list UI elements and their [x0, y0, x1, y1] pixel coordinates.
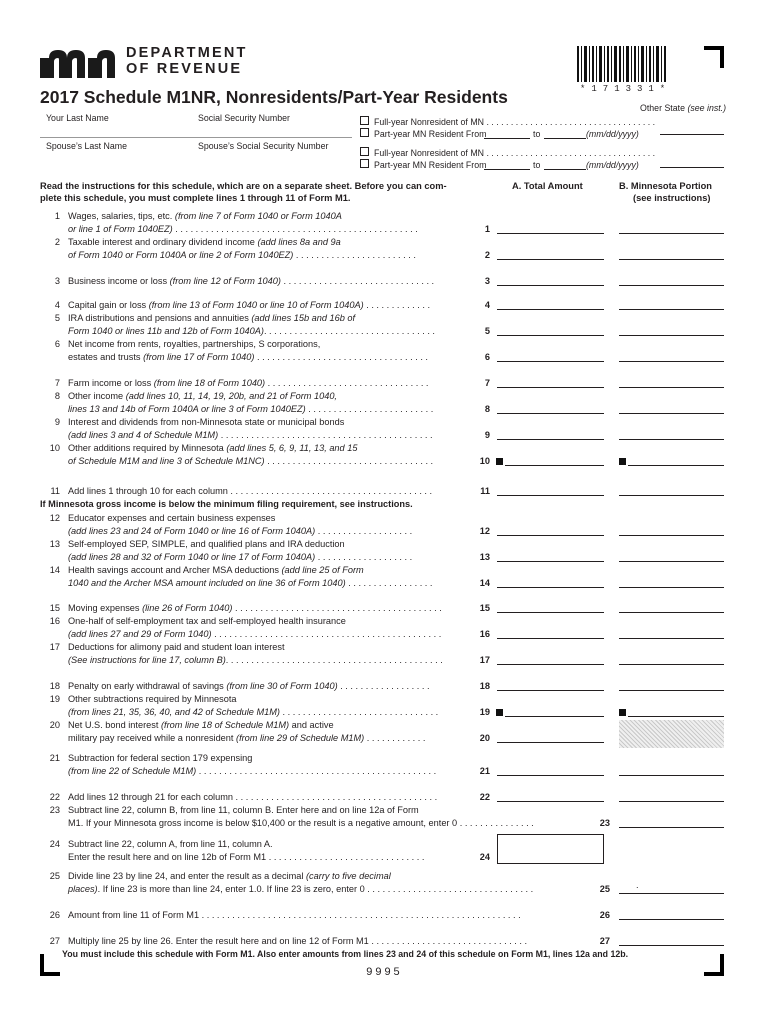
- barcode-text: *171331*: [580, 84, 672, 94]
- line-20-number: 20: [49, 720, 60, 730]
- line-24-box-label: 24: [479, 852, 490, 862]
- line-6-text: Net income from rents, royalties, partnerships, S corporations,: [68, 339, 321, 349]
- other-state-input-1[interactable]: [660, 134, 724, 135]
- line-12-column-a-input[interactable]: [497, 535, 604, 536]
- line-11-column-a-input[interactable]: [497, 495, 604, 496]
- line-20-text-2: military pay received while a nonresident (from line 29 of Schedule M1M) . . . . . . . . . . . .: [68, 733, 426, 743]
- line-19-text-2: (from lines 21, 35, 36, 40, and 42 of Schedule M1M) . . . . . . . . . . . . . . . . . . . . . . . . . . . . . . .: [68, 707, 439, 717]
- fullyear-label: Full-year Nonresident of MN . . . . . . . . . . . . . . . . . . . . . . . . . . . . . . . . . . .: [374, 117, 656, 127]
- column-b-subheader: (see instructions): [633, 193, 711, 203]
- line-17-box-label: 17: [479, 655, 490, 665]
- line-25-decimal-point: .: [636, 880, 639, 890]
- line-22-box-label: 22: [479, 792, 490, 802]
- line-14-text: Health savings account and Archer MSA deductions (add line 25 of Form: [68, 565, 364, 575]
- line-6-column-b-input[interactable]: [619, 361, 724, 362]
- line-13-column-b-input[interactable]: [619, 561, 724, 562]
- line-16-text: One-half of self-employment tax and self-employed health insurance: [68, 616, 346, 626]
- line-2-text: Taxable interest and ordinary dividend income (add lines 8a and 9a: [68, 237, 341, 247]
- line-9-column-b-input[interactable]: [619, 439, 724, 440]
- other-state-label: Other State (see inst.): [640, 103, 727, 113]
- line-5-column-a-input[interactable]: [497, 335, 604, 336]
- line-26-text: Amount from line 11 of Form M1 . . . . . . . . . . . . . . . . . . . . . . . . . . . . . . . . . . . . . . . . . . . . . . . . . . . . . . . . . . . . . . .: [68, 910, 521, 920]
- line-11-box-label: 11: [480, 486, 490, 496]
- form-code: 9995: [366, 967, 403, 979]
- line-8-text-2: lines 13 and 14b of Form 1040A or line 3 of Form 1040EZ) . . . . . . . . . . . . . . . . . . . . . . . . .: [68, 404, 434, 414]
- line-11-column-b-input[interactable]: [619, 495, 724, 496]
- partyear-label: Part-year MN Resident From: [374, 129, 487, 139]
- spouse-partyear-from-input[interactable]: [484, 169, 530, 170]
- fullyear-nonresident-checkbox[interactable]: [360, 116, 369, 125]
- ssn-label: Social Security Number: [198, 113, 290, 123]
- line-15-column-a-input[interactable]: [497, 612, 604, 613]
- line-3-text: Business income or loss (from line 12 of Form 1040) . . . . . . . . . . . . . . . . . . . . . . . . . . . . . .: [68, 276, 435, 286]
- line-16-number: 16: [49, 616, 60, 626]
- line-12-text: Educator expenses and certain business expenses: [68, 513, 276, 523]
- line-10-text-2: of Schedule M1M and line 3 of Schedule M1NC) . . . . . . . . . . . . . . . . . . . . . . . . . . . . . . . . .: [68, 456, 434, 466]
- line-13-column-a-input[interactable]: [497, 561, 604, 562]
- partyear-from-input[interactable]: [484, 138, 530, 139]
- barcode: [575, 46, 670, 82]
- line-17-number: 17: [49, 642, 60, 652]
- line-22-column-b-input[interactable]: [619, 801, 724, 802]
- spouse-ssn-label: Spouse’s Social Security Number: [198, 141, 329, 151]
- line-13-box-label: 13: [479, 552, 490, 562]
- line-13-text-2: (add lines 28 and 32 of Form 1040 or line 17 of Form 1040A) . . . . . . . . . . . . . . . . . . .: [68, 552, 413, 562]
- line-10-b-marker: [619, 458, 626, 465]
- line-21-column-a-input[interactable]: [497, 775, 604, 776]
- partyear-to-label: to: [533, 129, 541, 139]
- line-2-box-label: 2: [484, 250, 490, 260]
- line-27-number: 27: [49, 936, 60, 946]
- line-14-box-label: 14: [479, 578, 490, 588]
- line-4-column-b-input[interactable]: [619, 309, 724, 310]
- line-9-text: Interest and dividends from non-Minnesota state or municipal bonds: [68, 417, 345, 427]
- line-7-box-label: 7: [484, 378, 490, 388]
- line-6-column-a-input[interactable]: [497, 361, 604, 362]
- line-19-a-marker: [496, 709, 503, 716]
- line-1-text: Wages, salaries, tips, etc. (from line 7 of Form 1040 or Form 1040A: [68, 211, 342, 221]
- line-17-text: Deductions for alimony paid and student loan interest: [68, 642, 285, 652]
- line-22-number: 22: [49, 792, 60, 802]
- line-19-b-marker: [619, 709, 626, 716]
- line-21-column-b-input[interactable]: [619, 775, 724, 776]
- footer-note: You must include this schedule with Form M1. Also enter amounts from lines 23 and 24 of this schedule on Form M1, lines 12a and 12b.: [62, 949, 629, 959]
- line-16-column-a-input[interactable]: [497, 638, 604, 639]
- line-26-box-label: 26: [599, 910, 610, 920]
- spouse-partyear-resident-checkbox[interactable]: [360, 159, 369, 168]
- line-8-number: 8: [54, 391, 60, 401]
- line-19-column-a-input[interactable]: [505, 716, 604, 717]
- line-10-number: 10: [49, 443, 60, 453]
- gross-income-note: If Minnesota gross income is below the minimum filing requirement, see instructions.: [40, 499, 413, 509]
- line-24-input[interactable]: [497, 834, 604, 864]
- line-24-text: Subtract line 22, column A, from line 11, column A.: [68, 839, 273, 849]
- line-2-text-2: of Form 1040 or Form 1040A or line 2 of Form 1040EZ) . . . . . . . . . . . . . . . . . . . . . . . .: [68, 250, 416, 260]
- corner-mark-bottom-left: [40, 954, 60, 976]
- line-17-column-a-input[interactable]: [497, 664, 604, 665]
- line-10-a-marker: [496, 458, 503, 465]
- line-3-column-b-input[interactable]: [619, 285, 724, 286]
- line-22-column-a-input[interactable]: [497, 801, 604, 802]
- line-12-column-b-input[interactable]: [619, 535, 724, 536]
- line-26-input[interactable]: [619, 919, 724, 920]
- line-14-column-a-input[interactable]: [497, 587, 604, 588]
- line-12-box-label: 12: [479, 526, 490, 536]
- line-3-number: 3: [54, 276, 60, 286]
- line-9-box-label: 9: [484, 430, 490, 440]
- spouse-partyear-label: Part-year MN Resident From: [374, 160, 487, 170]
- line-24-text-2: Enter the result here and on line 12b of Form M1 . . . . . . . . . . . . . . . . . . . . . . . . . . . . . . .: [68, 852, 425, 862]
- line-5-box-label: 5: [484, 326, 490, 336]
- line-22-text: Add lines 12 through 21 for each column . . . . . . . . . . . . . . . . . . . . . . . . . . . . . . . . . . . . . . . .: [68, 792, 438, 802]
- spouse-partyear-date-format: (mm/dd/yyyy): [586, 160, 639, 170]
- spouse-last-name-label: Spouse’s Last Name: [46, 141, 128, 151]
- line-13-number: 13: [49, 539, 60, 549]
- line-16-box-label: 16: [479, 629, 490, 639]
- line-12-number: 12: [49, 513, 60, 523]
- line-6-number: 6: [54, 339, 60, 349]
- line-21-number: 21: [49, 753, 60, 763]
- line-1-column-a-input[interactable]: [497, 233, 604, 234]
- line-26-number: 26: [49, 910, 60, 920]
- line-18-column-b-input[interactable]: [619, 690, 724, 691]
- line-5-column-b-input[interactable]: [619, 335, 724, 336]
- column-a-header: A. Total Amount: [512, 181, 583, 191]
- line-5-number: 5: [54, 313, 60, 323]
- other-state-input-2[interactable]: [660, 167, 724, 168]
- line-13-text: Self-employed SEP, SIMPLE, and qualified plans and IRA deduction: [68, 539, 345, 549]
- line-25-text-2: places). If line 23 is more than line 24, enter 1.0. If line 23 is zero, enter 0 . . . . . . . . . . . . . . . . . . . . . . . . . . . . . . . . .: [68, 884, 534, 894]
- line-21-text-2: (from line 22 of Schedule M1M) . . . . . . . . . . . . . . . . . . . . . . . . . . . . . . . . . . . . . . . . . . . . . . .: [68, 766, 437, 776]
- line-25-text: Divide line 23 by line 24, and enter the result as a decimal (carry to five decimal: [68, 871, 391, 881]
- dept-line1: DEPARTMENT: [126, 45, 248, 61]
- line-4-column-a-input[interactable]: [497, 309, 604, 310]
- line-23-box-label: 23: [599, 818, 610, 828]
- line-18-number: 18: [49, 681, 60, 691]
- line-4-text: Capital gain or loss (from line 13 of Form 1040 or line 10 of Form 1040A) . . . . . . . . . . . . .: [68, 300, 431, 310]
- line-19-box-label: 19: [479, 707, 490, 717]
- line-12-text-2: (add lines 23 and 24 of Form 1040 or line 16 of Form 1040A) . . . . . . . . . . . . . . . . . . .: [68, 526, 413, 536]
- line-8-column-b-input[interactable]: [619, 413, 724, 414]
- line-25-number: 25: [49, 871, 60, 881]
- spouse-partyear-to-label: to: [533, 160, 541, 170]
- line-3-box-label: 3: [484, 276, 490, 286]
- name-ssn-divider: [40, 137, 352, 138]
- line-23-text-2: M1. If your Minnesota gross income is below $10,400 or the result is a negative amount, enter 0 . . . . . . . . . . . . . . .: [68, 818, 534, 828]
- line-17-column-b-input[interactable]: [619, 664, 724, 665]
- line-5-text-2: Form 1040 or lines 11b and 12b of Form 1040A). . . . . . . . . . . . . . . . . . . . . . . . . . . . . . . . . .: [68, 326, 435, 336]
- page-title: 2017 Schedule M1NR, Nonresidents/Part-Year Residents: [40, 87, 508, 107]
- line-15-column-b-input[interactable]: [619, 612, 724, 613]
- partyear-to-input[interactable]: [544, 138, 586, 139]
- line-20-box-label: 20: [479, 733, 490, 743]
- line-24-number: 24: [49, 839, 60, 849]
- line-4-number: 4: [54, 300, 60, 310]
- line-6-text-2: estates and trusts (from line 17 of Form 1040) . . . . . . . . . . . . . . . . . . . . . . . . . . . . . . . . . .: [68, 352, 428, 362]
- line-15-text: Moving expenses (line 26 of Form 1040) . . . . . . . . . . . . . . . . . . . . . . . . . . . . . . . . . . . . . . . . .: [68, 603, 442, 613]
- line-21-text: Subtraction for federal section 179 expensing: [68, 753, 253, 763]
- line-23-number: 23: [49, 805, 60, 815]
- instructions-line1: Read the instructions for this schedule, which are on a separate sheet. Before you can com-: [40, 181, 447, 191]
- line-4-box-label: 4: [484, 300, 490, 310]
- line-5-text: IRA distributions and pensions and annuities (add lines 15b and 16b of: [68, 313, 356, 323]
- line-8-text: Other income (add lines 10, 11, 14, 19, 20b, and 21 of Form 1040,: [68, 391, 337, 401]
- line-23-input[interactable]: [619, 827, 724, 828]
- line-6-box-label: 6: [484, 352, 490, 362]
- line-9-number: 9: [54, 417, 60, 427]
- line-9-text-2: (add lines 3 and 4 of Schedule M1M) . . . . . . . . . . . . . . . . . . . . . . . . . . . . . . . . . . . . . . . . . .: [68, 430, 433, 440]
- line-20-column-a-input[interactable]: [497, 742, 604, 743]
- barcode-image: [575, 46, 670, 82]
- line-2-column-b-input[interactable]: [619, 259, 724, 260]
- line-18-text: Penalty on early withdrawal of savings (from line 30 of Form 1040) . . . . . . . . . . . . . . . . . .: [68, 681, 430, 691]
- line-27-text: Multiply line 25 by line 26. Enter the result here and on line 12 of Form M1 . . . . . . . . . . . . . . . . . . . . . . . . . . . . . . .: [68, 936, 528, 946]
- line-14-column-b-input[interactable]: [619, 587, 724, 588]
- svg-text:mn: mn: [40, 46, 42, 47]
- line-16-text-2: (add lines 27 and 29 of Form 1040) . . . . . . . . . . . . . . . . . . . . . . . . . . . . . . . . . . . . . . . . . . . . .: [68, 629, 442, 639]
- line-7-column-a-input[interactable]: [497, 387, 604, 388]
- mn-logo: [40, 46, 120, 78]
- instructions-line2: plete this schedule, you must complete lines 1 through 11 of Form M1.: [40, 193, 351, 203]
- line-11-number: 11: [50, 486, 60, 496]
- line-7-text: Farm income or loss (from line 18 of Form 1040) . . . . . . . . . . . . . . . . . . . . . . . . . . . . . . . .: [68, 378, 429, 388]
- line-1-box-label: 1: [484, 224, 490, 234]
- spouse-fullyear-label: Full-year Nonresident of MN . . . . . . . . . . . . . . . . . . . . . . . . . . . . . . . . . . .: [374, 148, 656, 158]
- line-25-box-label: 25: [599, 884, 610, 894]
- spouse-partyear-to-input[interactable]: [544, 169, 586, 170]
- line-14-number: 14: [49, 565, 60, 575]
- line-27-input[interactable]: [619, 945, 724, 946]
- line-17-text-2: (See instructions for line 17, column B). . . . . . . . . . . . . . . . . . . . . . . . . . . . . . . . . . . . . . . . . . .: [68, 655, 443, 665]
- line-11-text: Add lines 1 through 10 for each column . . . . . . . . . . . . . . . . . . . . . . . . . . . . . . . . . . . . . . . .: [68, 486, 433, 496]
- partyear-resident-checkbox[interactable]: [360, 128, 369, 137]
- line-8-box-label: 8: [484, 404, 490, 414]
- spouse-fullyear-nonresident-checkbox[interactable]: [360, 147, 369, 156]
- partyear-date-format: (mm/dd/yyyy): [586, 129, 639, 139]
- line-1-number: 1: [54, 211, 60, 221]
- line-25-input[interactable]: [619, 893, 724, 894]
- line-27-box-label: 27: [599, 936, 610, 946]
- line-10-text: Other additions required by Minnesota (add lines 5, 6, 9, 11, 13, and 15: [68, 443, 358, 453]
- mn-logo-mark: [40, 46, 120, 78]
- line-23-text: Subtract line 22, column B, from line 11, column B. Enter here and on line 12a of Form: [68, 805, 419, 815]
- line-19-number: 19: [49, 694, 60, 704]
- line-8-column-a-input[interactable]: [497, 413, 604, 414]
- line-7-number: 7: [54, 378, 60, 388]
- line-21-box-label: 21: [479, 766, 490, 776]
- line-7-column-b-input[interactable]: [619, 387, 724, 388]
- line-15-box-label: 15: [479, 603, 490, 613]
- corner-mark-bottom-right: [704, 954, 724, 976]
- line-10-box-label: 10: [479, 456, 490, 466]
- line-1-column-b-input[interactable]: [619, 233, 724, 234]
- column-b-header: B. Minnesota Portion: [619, 181, 712, 191]
- line-15-number: 15: [49, 603, 60, 613]
- line-2-column-a-input[interactable]: [497, 259, 604, 260]
- line-14-text-2: 1040 and the Archer MSA amount included on line 36 of Form 1040) . . . . . . . . . . . . . . . . .: [68, 578, 433, 588]
- dept-line2: OF REVENUE: [126, 61, 243, 77]
- line-20-b-shaded-area: [619, 720, 724, 748]
- line-10-column-b-input[interactable]: [628, 465, 724, 466]
- your-last-name-label: Your Last Name: [46, 113, 109, 123]
- line-9-column-a-input[interactable]: [497, 439, 604, 440]
- line-18-box-label: 18: [479, 681, 490, 691]
- line-19-column-b-input[interactable]: [628, 716, 724, 717]
- line-2-number: 2: [54, 237, 60, 247]
- line-16-column-b-input[interactable]: [619, 638, 724, 639]
- corner-mark-top-right: [704, 46, 724, 68]
- line-3-column-a-input[interactable]: [497, 285, 604, 286]
- line-20-text: Net U.S. bond interest (from line 18 of Schedule M1M) and active: [68, 720, 334, 730]
- line-18-column-a-input[interactable]: [497, 690, 604, 691]
- line-1-text-2: or line 1 of Form 1040EZ) . . . . . . . . . . . . . . . . . . . . . . . . . . . . . . . . . . . . . . . . . . . . . . . .: [68, 224, 418, 234]
- line-19-text: Other subtractions required by Minnesota: [68, 694, 237, 704]
- line-10-column-a-input[interactable]: [505, 465, 604, 466]
